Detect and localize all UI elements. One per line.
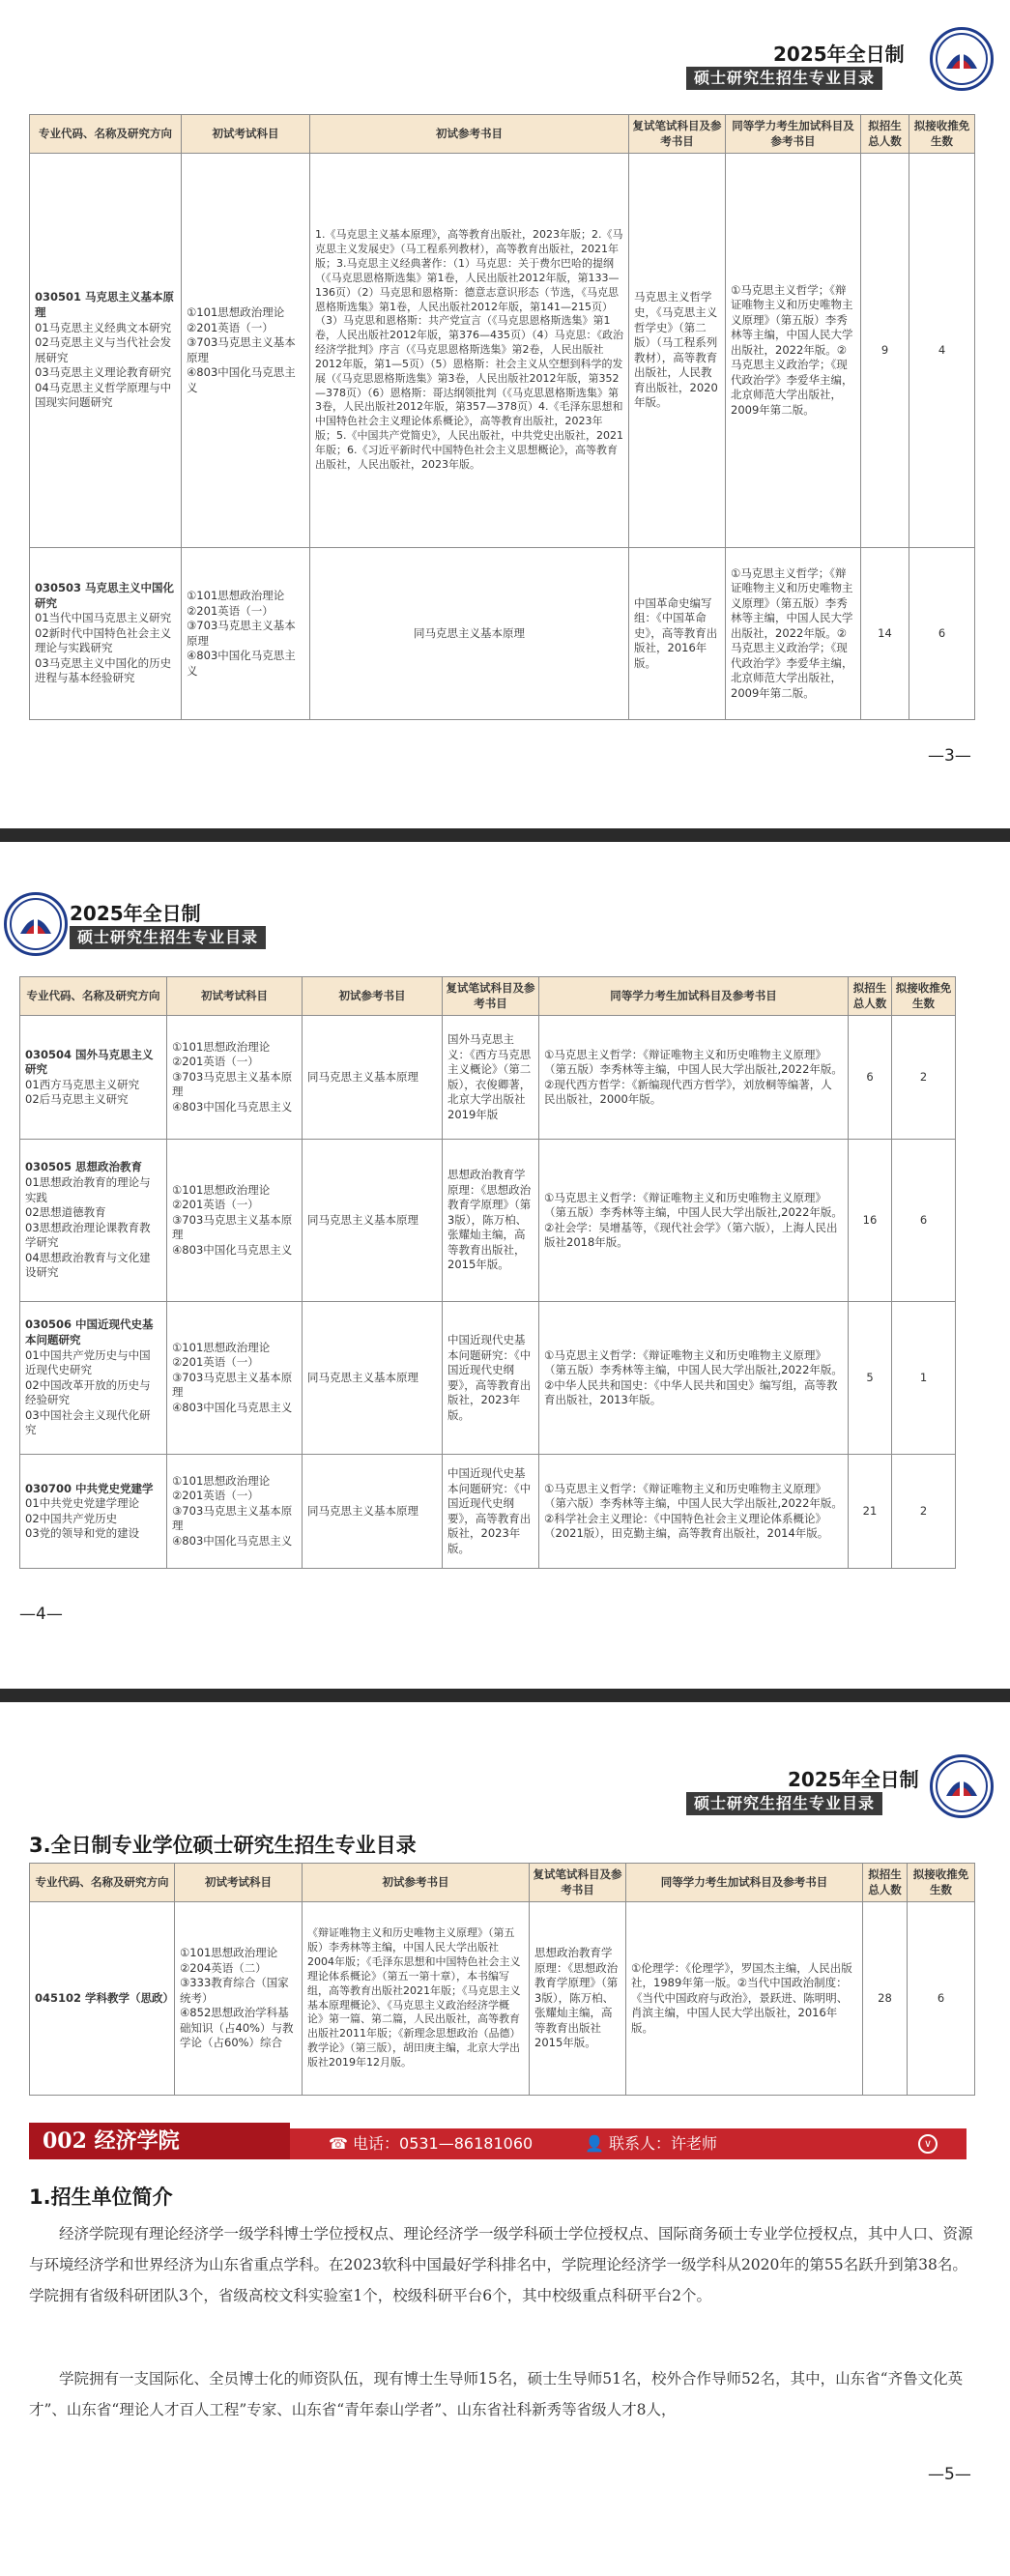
direction-item: 03党的领导和党的建设 [25,1526,140,1541]
exam-cell [182,548,310,720]
plan-cell: 16 [849,1140,892,1302]
plan-cell: 5 [849,1302,892,1455]
exempt-cell: 6 [908,1902,975,2096]
table-row [20,1302,956,1455]
exam-item: ①101思想政治理论 [187,304,285,319]
major-code: 030506 中国近现代史基本问题研究 [25,1317,154,1346]
equiv-cell: ①马克思主义哲学：《辩证唯物主义和历史唯物主义原理》（第六版）李秀林等主编，中国人民大学出版社,2022年版。②科学社会主义理论：《中国特色社会主义理论体系概论》（2021版），田克勤主编，高等教育出版社，2014年版。 [539,1455,849,1569]
exempt-cell: 6 [909,548,975,720]
emblem-icon [7,895,65,953]
major-code: 030504 国外马克思主义研究 [25,1047,154,1077]
exempt-cell: 6 [892,1140,956,1302]
exam-item: ③333教育综合（国家统考） [180,1976,289,2005]
exam-item: ②201英语（一） [172,1198,259,1212]
header-year: 2025年全日制 [788,1768,919,1791]
col-exam: 初试考试科目 [182,115,310,154]
direction-item: 04思想政治教育与文化建设研究 [25,1250,151,1280]
exempt-cell: 2 [892,1016,956,1140]
major-code: 030503 马克思主义中国化研究 [35,581,175,610]
refs-cell: 同马克思主义基本原理 [310,548,629,720]
plan-cell: 28 [863,1902,908,2096]
exam-item: ④852思想政治学科基础知识（占40%）与教学论（占60%）综合 [180,2006,294,2050]
exam-item: ④803中国化马克思主义 [172,1242,293,1257]
direction-cell [30,154,182,548]
exam-item: ③703马克思主义基本原理 [172,1069,293,1099]
exam-item: ④803中国化马克思主义 [187,649,296,678]
exam-cell [167,1455,303,1569]
university-emblem [930,1754,994,1818]
page-number: —5— [928,2465,971,2484]
header-year: 2025年全日制 [773,43,905,66]
exam-cell [182,154,310,548]
retest-cell: 中国近现代史基本问题研究：《中国近现代史纲要》，高等教育出版社，2023年版。 [443,1455,539,1569]
direction-item: 01马克思主义经典文本研究 [35,320,172,334]
exam-item: ④803中国化马克思主义 [172,1400,293,1414]
exam-cell [167,1016,303,1140]
chevron-down-icon[interactable]: ∨ [918,2134,938,2154]
header-year: 2025年全日制 [70,902,201,925]
col-plan: 拟招生总人数 [861,115,909,154]
exam-item: ②201英语（一） [187,320,274,334]
exam-item: ③703马克思主义基本原理 [187,335,296,364]
table-header-row [30,1864,975,1902]
exam-item: ②201英语（一） [172,1355,259,1370]
exempt-cell: 2 [892,1455,956,1569]
direction-item: 03马克思主义理论教育研究 [35,365,172,380]
direction-item: 03中国社会主义现代化研究 [25,1407,151,1437]
col-equiv: 同等学力考生加试科目及参考书目 [626,1864,863,1902]
college-phone [329,2128,533,2159]
col-plan: 拟招生总人数 [849,977,892,1016]
equiv-cell: ①马克思主义哲学；《辩证唯物主义和历史唯物主义原理》（第五版）李秀林等主编，中国人民大学出版社，2022年版。②马克思主义政治学；《现代政治学》李爱华主编，北京师范大学出版社，2009年第二版。 [726,548,861,720]
header-title: 硕士研究生招生专业目录 [686,67,882,90]
catalog-page-3 [0,0,1010,817]
equiv-cell: ①马克思主义哲学：《辩证唯物主义和历史唯物主义原理》（第五版）李秀林等主编，中国人民大学出版社,2022年版。②中华人民共和国史：《中华人民共和国史》编写组，高等教育出版社，2013年版。 [539,1302,849,1455]
exam-item: ②201英语（一） [172,1055,259,1069]
exam-cell [167,1302,303,1455]
direction-item: 02新时代中国特色社会主义理论与实践研究 [35,625,172,655]
refs-cell: 1.《马克思主义基本原理》，高等教育出版社，2023年版；2.《马克思主义发展史》（马工程系列教材），高等教育出版社，2021年版；3.马克思主义经典著作：（1）马克思：关于费尔巴哈的提纲（《马克思恩格斯选集》第1卷，人民出版社2012年版，第133—136页）（2）马克思和恩格斯：德意志意识形态（节选，《马克思恩格斯选集》第1卷，人民出版社2012年版，第141—215页）（3）马克思和恩格斯：共产党宣言（《马克思恩格斯选集》第1卷，人民出版社2012年版，第376—435页）（4）马克思：《政治经济学批判》序言（《马克思恩格斯选集》第2卷，人民出版社2012年版，第1—5页）（5）恩格斯：社会主义从空想到科学的发展（《马克思恩格斯选集》第3卷，人民出版社2012年版，第352—378页）（6）恩格斯：哥达纲领批判（《马克思恩格斯选集》第3卷，人民出版社2012年版，第357—378页）4.《毛泽东思想和中国特色社会主义理论体系概论》，高等教育出版社，2023年版；5.《中国共产党简史》，人民出版社，中共党史出版社，2021年版；6.《习近平新时代中国特色社会主义思想概论》，高等教育出版社，人民出版社，2023年版。 [310,154,629,548]
col-direction: 专业代码、名称及研究方向 [30,115,182,154]
catalog-page-4 [0,855,1010,1677]
direction-item: 02马克思主义与当代社会发展研究 [35,335,172,364]
col-refs: 初试参考书目 [303,1864,530,1902]
exam-item: ①101思想政治理论 [172,1340,271,1354]
plan-cell: 9 [861,154,909,548]
col-refs: 初试参考书目 [310,115,629,154]
direction-item: 02思想道德教育 [25,1205,106,1220]
major-code: 030700 中共党史党建学 [25,1481,154,1495]
col-equiv: 同等学力考生加试科目及参考书目 [539,977,849,1016]
direction-cell [20,1302,167,1455]
exempt-cell: 1 [892,1302,956,1455]
retest-cell: 中国革命史编写组：《中国革命史》，高等教育出版社，2016年版。 [629,548,726,720]
emblem-icon [933,30,991,88]
retest-cell: 国外马克思主义：《西方马克思主义概论》（第二版），衣俊卿著，北京大学出版社2019年版 [443,1016,539,1140]
exam-item: ④803中国化马克思主义 [172,1099,293,1114]
direction-item: 01思想政治教育的理论与实践 [25,1174,151,1204]
exam-item: ①101思想政治理论 [180,1946,278,1960]
direction-cell [30,548,182,720]
col-exempt: 拟接收推免生数 [908,1864,975,1902]
col-direction: 专业代码、名称及研究方向 [20,977,167,1016]
catalog-page-5 [0,1716,1010,2576]
university-emblem [4,892,68,956]
major-code: 030505 思想政治教育 [25,1160,143,1174]
col-retest: 复试笔试科目及参考书目 [443,977,539,1016]
person-icon: 👤 [585,2134,610,2153]
exam-item: ③703马克思主义基本原理 [172,1212,293,1242]
direction-cell [20,1140,167,1302]
col-plan: 拟招生总人数 [863,1864,908,1902]
header-title: 硕士研究生招生专业目录 [686,1792,882,1815]
exam-item: ②201英语（一） [187,603,274,618]
exam-item: ②201英语（一） [172,1489,259,1503]
catalog-table-p5 [29,1863,975,2096]
page-divider [0,828,1010,842]
direction-item: 03马克思主义中国化的历史进程与基本经验研究 [35,655,172,685]
refs-cell: 同马克思主义基本原理 [303,1302,443,1455]
direction-item: 01中共党史党建学理论 [25,1496,140,1511]
college-banner [29,2128,967,2159]
exam-item: ③703马克思主义基本原理 [187,619,296,648]
table-row [20,1455,956,1569]
university-emblem [930,27,994,91]
intro-paragraph: 经济学院现有理论经济学一级学科博士学位授权点、理论经济学一级学科硕士学位授权点、国际商务硕士专业学位授权点，其中人口、资源与环境经济学和世界经济为山东省重点学科。在2023软科中国最好学科排名中，学院理论经济学一级学科从2020年的第55名跃升到第38名。学院拥有省级科研团队3个，省级高校文科实验室1个，校级科研平台6个，其中校级重点科研平台2个。 [29,2225,973,2304]
intro-paragraph: 学院拥有一支国际化、全员博士化的师资队伍，现有博士生导师15名，硕士生导师51名，校外合作导师52名，其中，山东省“齐鲁文化英才”、山东省“理论人才百人工程”专家、山东省“青年泰山学者”、山东省社科新秀等省级人才8人， [29,2370,964,2418]
catalog-table-p4 [19,976,956,1569]
section-3-title: 3.全日制专业学位硕士研究生招生专业目录 [29,1834,417,1857]
exam-item: ①101思想政治理论 [172,1473,271,1488]
major-code: 030501 马克思主义基本原理 [35,290,175,319]
exam-cell [175,1902,303,2096]
col-retest: 复试笔试科目及参考书目 [629,115,726,154]
exam-item: ①101思想政治理论 [172,1182,271,1197]
col-direction: 专业代码、名称及研究方向 [30,1864,175,1902]
exam-item: ③703马克思主义基本原理 [172,1503,293,1533]
exam-item: ②204英语（二） [180,1960,267,1975]
col-exempt: 拟接收推免生数 [909,115,975,154]
emblem-icon [933,1757,991,1815]
exam-item: ④803中国化马克思主义 [187,365,296,394]
refs-cell: 同马克思主义基本原理 [303,1016,443,1140]
col-exempt: 拟接收推免生数 [892,977,956,1016]
direction-cell [20,1016,167,1140]
refs-cell: 同马克思主义基本原理 [303,1140,443,1302]
page-number: —3— [928,746,971,766]
plan-cell: 14 [861,548,909,720]
major-code: 045102 学科教学（思政） [35,1990,175,2005]
exam-item: ③703马克思主义基本原理 [172,1370,293,1400]
refs-cell: 同马克思主义基本原理 [303,1455,443,1569]
section-1-title: 1.招生单位简介 [29,2185,173,2209]
table-row [30,548,975,720]
col-refs: 初试参考书目 [303,977,443,1016]
col-exam: 初试考试科目 [175,1864,303,1902]
direction-item: 02中国改革开放的历史与经验研究 [25,1377,151,1407]
phone-text: 电话：0531—86181060 [353,2134,534,2153]
table-row [30,1902,975,2096]
retest-cell: 思想政治教育学原理：《思想政治教育学原理》（第3版），陈万柏、张耀灿主编，高等教育出版社2015年版。 [530,1902,626,2096]
exempt-cell: 4 [909,154,975,548]
col-retest: 复试笔试科目及参考书目 [530,1864,626,1902]
direction-item: 02后马克思主义研究 [25,1092,129,1107]
equiv-cell: ①马克思主义哲学：《辩证唯物主义和历史唯物主义原理》（第五版）李秀林等主编，中国人民大学出版社,2022年版。②现代西方哲学：《新编现代西方哲学》，刘放桐等编著，人民出版社，2000年版。 [539,1016,849,1140]
table-header-row [20,977,956,1016]
direction-item: 02中国共产党历史 [25,1511,118,1525]
table-header-row [30,115,975,154]
equiv-cell: ①伦理学：《伦理学》，罗国杰主编，人民出版社，1989年第一版。②当代中国政治制度：《当代中国政府与政治》，景跃进、陈明明、肖滨主编，中国人民大学出版社，2016年版。 [626,1902,863,2096]
college-name: 002 经济学院 [29,2123,290,2159]
table-row [20,1016,956,1140]
exam-cell [167,1140,303,1302]
phone-icon: ☎ [329,2134,354,2153]
table-row [30,154,975,548]
direction-cell [30,1902,175,2096]
college-contact [585,2128,717,2159]
equiv-cell: ①马克思主义哲学；《辩证唯物主义和历史唯物主义原理》（第五版）李秀林等主编，中国人民大学出版社，2022年版。②马克思主义政治学；《现代政治学》李爱华主编，北京师范大学出版社，2009年第二版。 [726,154,861,548]
page-divider [0,1689,1010,1702]
table-row [20,1140,956,1302]
direction-item: 04马克思主义哲学原理与中国现实问题研究 [35,380,172,410]
direction-item: 01当代中国马克思主义研究 [35,611,172,625]
plan-cell: 21 [849,1455,892,1569]
retest-cell: 中国近现代史基本问题研究：《中国近现代史纲要》，高等教育出版社，2023年版。 [443,1302,539,1455]
retest-cell: 思想政治教育学原理：《思想政治教育学原理》（第3版），陈万柏、张耀灿主编，高等教育出版社，2015年版。 [443,1140,539,1302]
exam-item: ①101思想政治理论 [187,588,285,602]
page-number: —4— [19,1605,63,1624]
col-exam: 初试考试科目 [167,977,303,1016]
plan-cell: 6 [849,1016,892,1140]
catalog-table-p3 [29,114,975,720]
direction-item: 01中国共产党历史与中国近现代史研究 [25,1347,151,1377]
direction-item: 01西方马克思主义研究 [25,1077,140,1091]
exam-item: ④803中国化马克思主义 [172,1533,293,1548]
header-title: 硕士研究生招生专业目录 [70,926,266,949]
refs-cell: 《辩证唯物主义和历史唯物主义原理》（第五版）李秀林等主编，中国人民大学出版社2004年版；《毛泽东思想和中国特色社会主义理论体系概论》（第五一第十章），本书编写组，高等教育出版社2021年版；《马克思主义基本原理概论》、《马克思主义政治经济学概论》第一篇、第二篇，人民出版社，高等教育出版社2011年版；《新理念思想政治（品德）教学论》（第三版），胡田庚主编，北京大学出版社2019年12月版。 [303,1902,530,2096]
col-equiv: 同等学力考生加试科目及参考书目 [726,115,861,154]
retest-cell: 马克思主义哲学史，《马克思主义哲学史》（第二版）（马工程系列教材），高等教育出版社，人民教育出版社，2020年版。 [629,154,726,548]
direction-item: 03思想政治理论课教育教学研究 [25,1220,151,1250]
contact-text: 联系人：许老师 [609,2134,718,2153]
equiv-cell: ①马克思主义哲学：《辩证唯物主义和历史唯物主义原理》（第五版）李秀林等主编，中国人民大学出版社,2022年版。②社会学：吴增基等，《现代社会学》（第六版），上海人民出版社2018年版。 [539,1140,849,1302]
direction-cell [20,1455,167,1569]
exam-item: ①101思想政治理论 [172,1039,271,1054]
